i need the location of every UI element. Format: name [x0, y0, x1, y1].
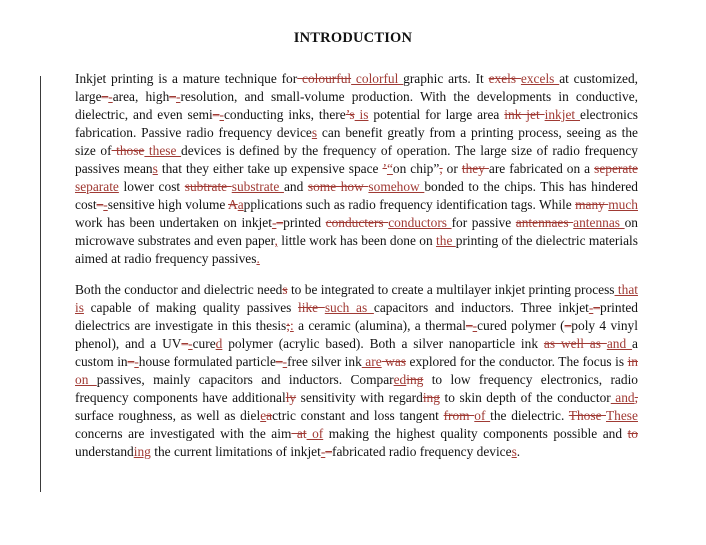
deleted-text: – [96, 197, 104, 212]
text-run: graphic arts. It [403, 71, 489, 86]
deleted-text: was [381, 354, 406, 369]
text-run: poly 4 vinyl phenol), and a UV [75, 318, 638, 351]
deleted-text: – [593, 300, 601, 315]
deleted-text: – [181, 336, 189, 351]
text-run: on chip” [392, 161, 440, 176]
inserted-text: conductors [388, 215, 452, 230]
deleted-text: s [282, 282, 288, 297]
deleted-text: – [325, 444, 333, 459]
deleted-text: – [276, 215, 284, 230]
inserted-text: the [436, 233, 456, 248]
text-run: at customized, large [75, 71, 639, 104]
inserted-text: e [260, 408, 267, 423]
text-run: explored for the conductor. The focus is [406, 354, 628, 369]
inserted-text: such as [324, 300, 374, 315]
text-run: cured polymer ( [477, 318, 565, 333]
inserted-text: s [152, 161, 158, 176]
text-run: lower cost [118, 179, 185, 194]
text-run: passives, mainly capacitors and inductors. Compar [96, 372, 394, 387]
inserted-text: and [610, 390, 635, 405]
deleted-text: subtrate [184, 179, 232, 194]
text-run: printing of the dielectric materials aimed at radio frequency passives [75, 233, 638, 266]
text-run: the current limitations of inkjet [150, 444, 321, 459]
inserted-text: , [274, 233, 278, 248]
deleted-text: exels [488, 71, 521, 86]
deleted-text: in [627, 354, 638, 369]
inserted-text: much [608, 197, 638, 212]
text-run: and [283, 179, 308, 194]
deleted-text: , [634, 390, 638, 405]
inserted-text: and [606, 336, 633, 351]
text-run: free silver ink [287, 354, 362, 369]
text-run: printed [283, 215, 326, 230]
inserted-text: s [311, 125, 318, 140]
text-run: to low frequency electronics, radio frequency components have additional [75, 372, 638, 405]
deleted-text: seperate [594, 161, 638, 176]
deleted-text: Those [568, 408, 606, 423]
deleted-text: as well as [543, 336, 607, 351]
inserted-text: - [271, 215, 277, 230]
text-run: pplications such as radio frequency identification tags. While [243, 197, 576, 212]
inserted-text: “ [386, 161, 393, 176]
text-run: sensitivity with regard [296, 390, 423, 405]
deleted-text: they [461, 161, 489, 176]
inserted-text: of [474, 408, 491, 423]
text-run: a custom in [75, 336, 638, 369]
deleted-text: like [298, 300, 325, 315]
text-run: conducting inks, there [223, 107, 346, 122]
deleted-text: ing [406, 372, 424, 387]
text-run: that they either take up expensive space [157, 161, 383, 176]
inserted-text: is [354, 107, 369, 122]
text-run: electronics fabrication. Passive radio frequency device [75, 107, 639, 140]
text-run: fabricated radio frequency device [332, 444, 512, 459]
deleted-text: ’s [345, 107, 355, 122]
inserted-text: on [75, 372, 97, 387]
text-run: devices is defined by the frequency of operation. The large size of radio frequency passives mean [75, 143, 638, 176]
inserted-text: that is [75, 282, 638, 315]
text-run: house formulated particle [138, 354, 276, 369]
text-run: are fabricated on a [488, 161, 595, 176]
deleted-text: at [291, 426, 307, 441]
text-run: capacitors and inductors. Three inkjet [373, 300, 589, 315]
deleted-text: conducters [325, 215, 389, 230]
inserted-text: - [188, 336, 193, 351]
deleted-text: colourful [297, 71, 352, 86]
deleted-text: – [169, 89, 176, 104]
deleted-text: those [111, 143, 145, 158]
inserted-text: - [282, 354, 288, 369]
inserted-text: colorful [351, 71, 404, 86]
deleted-text: ; [286, 318, 291, 333]
text-run: work has been undertaken on inkjet [75, 215, 272, 230]
text-run: . [516, 444, 521, 459]
text-run: area, high [112, 89, 170, 104]
inserted-text: s [511, 444, 517, 459]
deleted-text: – [101, 89, 109, 104]
deleted-text: antennaes [515, 215, 574, 230]
inserted-text: - [103, 197, 108, 212]
text-run: sensitive high volume [107, 197, 229, 212]
text-run: making the highest quality components possible and [323, 426, 628, 441]
text-run: bonded to the chips. This has hindered cost [75, 179, 638, 212]
text-run: the dielectric. [490, 408, 569, 423]
inserted-text: . [256, 251, 260, 266]
inserted-text: - [472, 318, 478, 333]
deleted-text: ly [285, 390, 297, 405]
deleted-text: ink jet [504, 107, 545, 122]
inserted-text: - [320, 444, 326, 459]
deleted-text: ing [422, 390, 440, 405]
paragraph-1 [75, 70, 638, 268]
deleted-text: to [627, 426, 638, 441]
deleted-text: – [465, 318, 473, 333]
inserted-text: : [290, 318, 294, 333]
text-run: polymer (acrylic based). Both a silver nanoparticle ink [222, 336, 544, 351]
track-changes-bar [40, 76, 41, 492]
inserted-text: separate [75, 179, 119, 194]
text-run: a ceramic (alumina), a thermal [293, 318, 466, 333]
text-run: potential for large area [368, 107, 505, 122]
text-run: or [442, 161, 462, 176]
paragraph-2 [75, 281, 638, 461]
text-run: for passive [451, 215, 516, 230]
deleted-text: – [564, 318, 572, 333]
inserted-text: these [144, 143, 182, 158]
inserted-text: antennas [573, 215, 625, 230]
deleted-text: ’ [382, 161, 387, 176]
text-run: to skin depth of the conductor [439, 390, 611, 405]
deleted-text: a [266, 408, 273, 423]
inserted-text: are [361, 354, 382, 369]
deleted-text: many [575, 197, 609, 212]
inserted-text: somehow [368, 179, 425, 194]
text-run: Inkjet printing is a mature technique for [75, 71, 298, 86]
text-run: surface roughness, as well as diel [75, 408, 261, 423]
inserted-text: These [605, 408, 638, 423]
inserted-text: substrate [231, 179, 284, 194]
inserted-text: excels [520, 71, 560, 86]
inserted-text: of [306, 426, 324, 441]
inserted-text: d [215, 336, 223, 351]
inserted-text: - [219, 107, 224, 122]
deleted-text: – [212, 107, 220, 122]
inserted-text: a [237, 197, 244, 212]
inserted-text: - [588, 300, 594, 315]
inserted-text: ed [393, 372, 407, 387]
inserted-text: - [175, 89, 181, 104]
deleted-text: – [127, 354, 135, 369]
text-run: cure [192, 336, 216, 351]
inserted-text: inkjet [544, 107, 581, 122]
deleted-text: some how [307, 179, 369, 194]
text-run: ctric constant and loss tangent [272, 408, 444, 423]
inserted-text: ing [133, 444, 151, 459]
page-title: INTRODUCTION [293, 30, 413, 46]
text-run: on microwave substrates and even paper [75, 215, 638, 248]
deleted-text: A [228, 197, 238, 212]
inserted-text: - [134, 354, 139, 369]
inserted-text: - [108, 89, 113, 104]
text-run: Both the conductor and dielectric need [75, 282, 283, 297]
text-run: understand [75, 444, 134, 459]
deleted-text: from [443, 408, 475, 423]
text-run: resolution, and small-volume production. With the developments in conductive, dielectric, and even semi [75, 89, 638, 122]
text-run: printed dielectrics are investigate in this thesis [75, 300, 638, 333]
document-body [75, 70, 638, 474]
text-run: to be integrated to create a multilayer inkjet printing process [287, 282, 615, 297]
deleted-text: – [275, 354, 283, 369]
text-run: little work has been done on [277, 233, 437, 248]
text-run: capable of making quality passives [83, 300, 299, 315]
text-run: can benefit greatly from a printing process, seeing as the size of [75, 125, 638, 158]
text-run: concerns are investigated with the aim [75, 426, 292, 441]
deleted-text: , [439, 161, 443, 176]
